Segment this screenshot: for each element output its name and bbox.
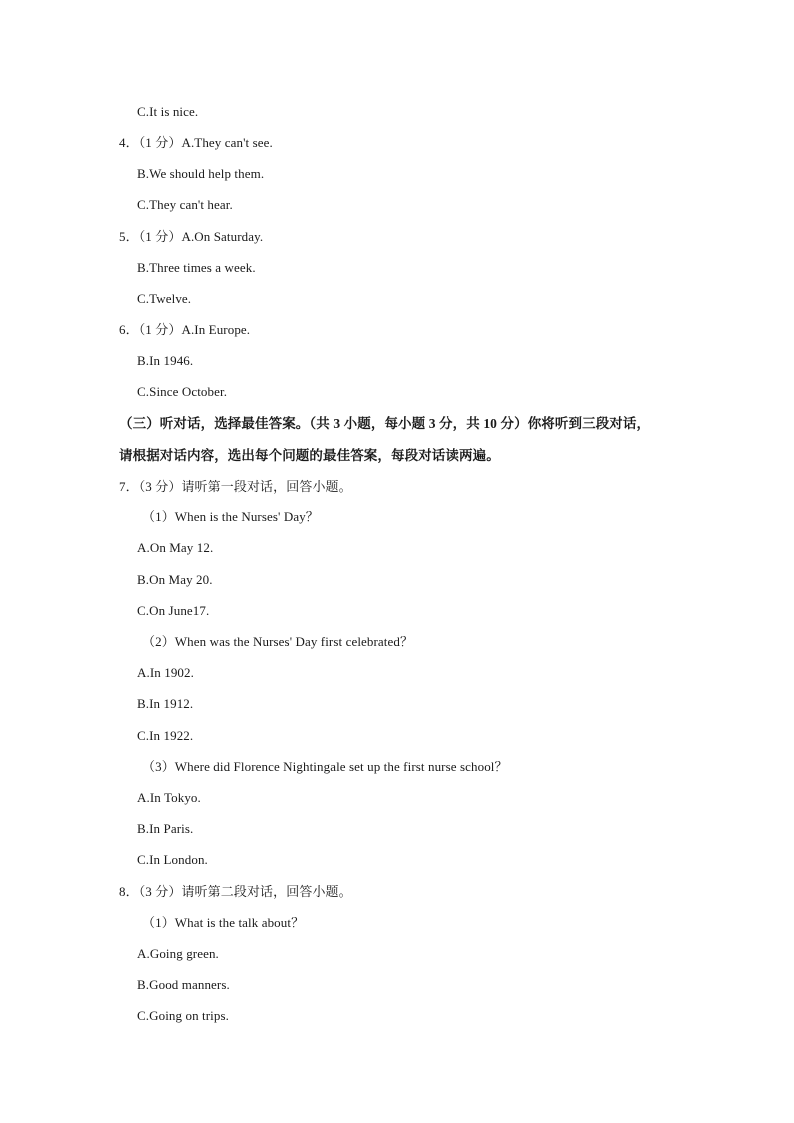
- q7-sub2-option-a: A.In 1902.: [137, 665, 194, 680]
- q6-option-c: C.Since October.: [137, 384, 228, 399]
- q5-option-c: C.Twelve.: [137, 291, 192, 306]
- q8-sub1-question: （1）What is the talk about？: [142, 915, 305, 930]
- q6-option-b: B.In 1946.: [137, 353, 194, 368]
- q7-sub2-option-b: B.In 1912.: [137, 696, 194, 711]
- q4-option-a: 4．（1 分）A.They can't see.: [119, 135, 273, 150]
- q7-sub3-question: （3）Where did Florence Nightingale set up the first nurse school？: [142, 759, 508, 774]
- q7-sub1-option-a: A.On May 12.: [137, 540, 214, 555]
- q8-sub1-option-c: C.Going on trips.: [137, 1008, 229, 1023]
- q5-option-a: 5．（1 分）A.On Saturday.: [119, 229, 264, 244]
- section-heading: （三）听对话，选择最佳答案。（共 3 小题，每小题 3 分，共 10 分）你将听到三段对话，: [119, 416, 651, 431]
- q4-option-b: B.We should help them.: [137, 166, 265, 181]
- q8-sub1-option-b: B.Good manners.: [137, 977, 230, 992]
- q8-stem: 8．（3 分）请听第二段对话，回答小题。: [119, 884, 352, 899]
- q7-sub2-question: （2）When was the Nurses' Day first celebrated？: [142, 634, 414, 649]
- q3-option-c: C.It is nice.: [137, 104, 199, 119]
- q8-sub1-option-a: A.Going green.: [137, 946, 219, 961]
- q7-sub3-option-c: C.In London.: [137, 852, 208, 867]
- q7-sub1-question: （1）When is the Nurses' Day？: [142, 509, 319, 524]
- q5-option-b: B.Three times a week.: [137, 260, 256, 275]
- q6-option-a: 6．（1 分）A.In Europe.: [119, 322, 251, 337]
- q7-sub1-option-c: C.On June17.: [137, 603, 210, 618]
- section-heading-continued: 请根据对话内容，选出每个问题的最佳答案，每段对话读两遍。: [119, 448, 500, 463]
- q7-sub3-option-a: A.In Tokyo.: [137, 790, 201, 805]
- q7-sub1-option-b: B.On May 20.: [137, 572, 213, 587]
- q7-sub2-option-c: C.In 1922.: [137, 728, 194, 743]
- q7-sub3-option-b: B.In Paris.: [137, 821, 194, 836]
- q7-stem: 7．（3 分）请听第一段对话，回答小题。: [119, 479, 352, 494]
- q4-option-c: C.They can't hear.: [137, 197, 233, 212]
